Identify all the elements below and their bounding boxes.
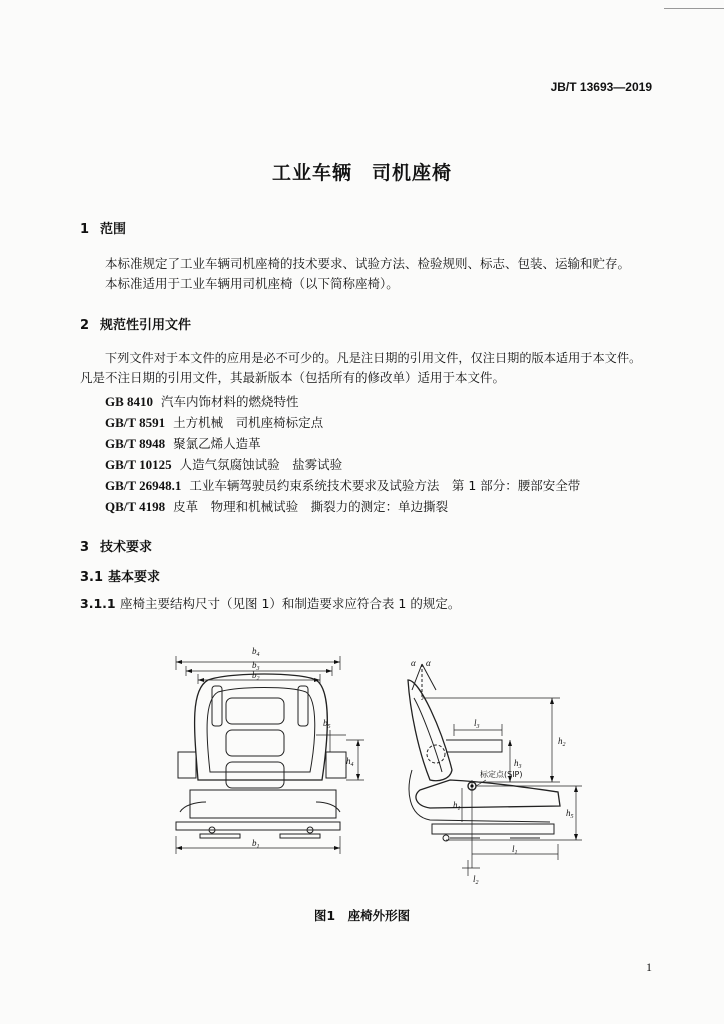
reference-title: 土方机械 司机座椅标定点 bbox=[173, 415, 324, 430]
paragraph: 本标准适用于工业车辆用司机座椅（以下简称座椅）。 bbox=[105, 276, 399, 291]
reference-code: GB/T 10125 bbox=[105, 457, 172, 472]
section-title: 范围 bbox=[100, 222, 127, 237]
dim-label-l3: $l_3$ bbox=[474, 718, 480, 730]
seat-front-view bbox=[176, 674, 346, 838]
section-3-heading bbox=[80, 536, 152, 555]
document-number: JB/T 13693—2019 bbox=[550, 80, 652, 94]
reference-title: 人造气氛腐蚀试验 盐雾试验 bbox=[179, 457, 343, 472]
reference-title: 工业车辆驾驶员约束系统技术要求及试验方法 第 1 部分：腰部安全带 bbox=[189, 478, 581, 493]
paragraph: 本标准规定了工业车辆司机座椅的技术要求、试验方法、检验规则、标志、包装、运输和贮存。 bbox=[105, 256, 631, 271]
dim-label-h1: $h_1$ bbox=[453, 800, 461, 812]
dim-label-l1: $l_1$ bbox=[512, 844, 518, 856]
dim-label-alpha-right: α bbox=[426, 658, 431, 668]
reference-item bbox=[105, 476, 580, 494]
section-title: 规范性引用文件 bbox=[100, 318, 192, 333]
reference-code: QB/T 4198 bbox=[105, 499, 166, 514]
section-number: 2 bbox=[80, 318, 90, 333]
paragraph: 下列文件对于本文件的应用是必不可少的。凡是注日期的引用文件，仅注日期的版本适用于本文件。 bbox=[105, 351, 642, 365]
section-number: 3.1 bbox=[80, 570, 104, 585]
reference-item bbox=[105, 497, 448, 515]
reference-title: 聚氯乙烯人造革 bbox=[173, 436, 261, 451]
seat-side-view bbox=[408, 664, 560, 841]
reference-item bbox=[105, 413, 323, 431]
dim-label-b2: $b_2$ bbox=[252, 670, 260, 682]
section-3-1-heading bbox=[80, 566, 160, 585]
reference-code: GB/T 8591 bbox=[105, 415, 166, 430]
sip-label: 标定点(SIP) bbox=[480, 770, 523, 779]
section-title: 技术要求 bbox=[100, 540, 153, 555]
section-2-heading bbox=[80, 314, 191, 333]
reference-item bbox=[105, 434, 261, 452]
paragraph: 凡是不注日期的引用文件，其最新版本（包括所有的修改单）适用于本文件。 bbox=[80, 370, 506, 385]
reference-title: 汽车内饰材料的燃烧特性 bbox=[161, 394, 299, 409]
reference-code: GB/T 26948.1 bbox=[105, 478, 182, 493]
clause-3-1-1 bbox=[80, 594, 460, 612]
top-rule bbox=[664, 8, 724, 9]
reference-title: 皮革 物理和机械试验 撕裂力的测定：单边撕裂 bbox=[173, 499, 449, 514]
dim-label-b3: $b_3$ bbox=[252, 660, 260, 672]
section-number: 3 bbox=[80, 540, 90, 555]
section-number: 1 bbox=[80, 222, 90, 237]
figure-caption: 图1 座椅外形图 bbox=[313, 908, 411, 923]
section-1-heading bbox=[80, 218, 126, 237]
dim-label-h2: $h_2$ bbox=[558, 736, 566, 748]
page-number: 1 bbox=[646, 960, 652, 974]
seat-figure bbox=[150, 640, 590, 890]
reference-code: GB 8410 bbox=[105, 394, 154, 409]
reference-item bbox=[105, 455, 342, 473]
dim-label-b5: $b_5$ bbox=[323, 718, 331, 730]
page-title: 工业车辆 司机座椅 bbox=[271, 162, 452, 184]
clause-text: 座椅主要结构尺寸（见图 1）和制造要求应符合表 1 的规定。 bbox=[120, 596, 461, 611]
clause-number: 3.1.1 bbox=[80, 596, 116, 611]
dim-label-b4: $b_4$ bbox=[252, 646, 260, 658]
section-title: 基本要求 bbox=[108, 570, 161, 585]
reference-code: GB/T 8948 bbox=[105, 436, 166, 451]
dim-label-h5: $h_5$ bbox=[566, 808, 574, 820]
dim-label-b1: $b_1$ bbox=[252, 838, 260, 850]
dim-label-h4: $h_4$ bbox=[346, 756, 354, 768]
reference-item bbox=[105, 392, 299, 410]
dim-label-l2: $l_2$ bbox=[473, 874, 479, 886]
dim-label-h3: $h_3$ bbox=[514, 758, 522, 770]
dim-label-alpha-left: α bbox=[411, 658, 416, 668]
